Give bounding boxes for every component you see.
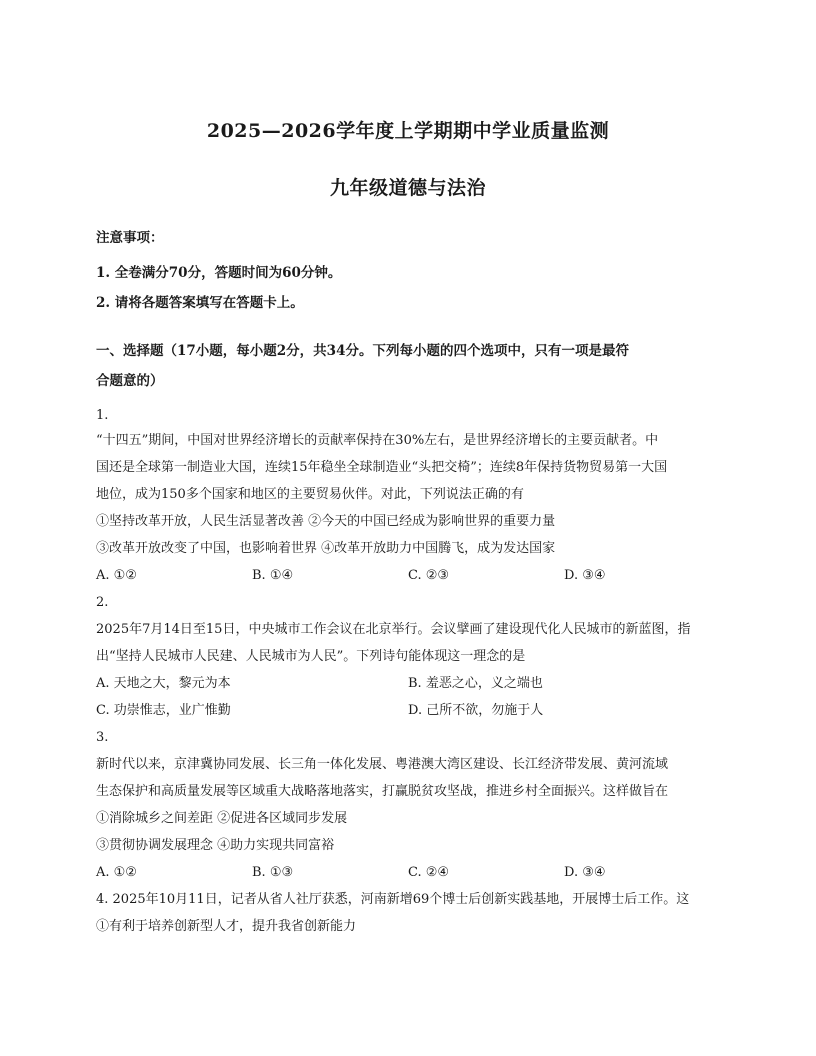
question-stem-line: 国还是全球第一制造业大国，连续15年稳坐全球制造业“头把交椅”；连续8年保持货物贸易第一大国 xyxy=(96,460,668,475)
statement-line: ①有利于培养创新型人才，提升我省创新能力 xyxy=(96,919,357,934)
question-stem-line: 4. 2025年10月11日，记者从省人社厅获悉，河南新增69个博士后创新实践基地，开展博士后工作。这 xyxy=(96,892,690,907)
option-a: A. 天地之大，黎元为本 xyxy=(96,676,231,691)
option-a: A. ①② xyxy=(96,865,137,880)
statement-line: ①消除城乡之间差距 ②促进各区域同步发展 xyxy=(96,811,348,826)
section-heading: 一、选择题（17小题，每小题2分，共34分。下列每小题的四个选项中，只有一项是最符 xyxy=(96,343,629,359)
statement-line: ③贯彻协调发展理念 ④助力实现共同富裕 xyxy=(96,838,335,853)
question-stem-line: 新时代以来，京津冀协同发展、长三角一体化发展、粤港澳大湾区建设、长江经济带发展、黄河流域 xyxy=(96,757,669,772)
statement-line: ①坚持改革开放，人民生活显著改善 ②今天的中国已经成为影响世界的重要力量 xyxy=(96,514,556,529)
notes-heading: 注意事项： xyxy=(96,230,164,246)
question-number: 3. xyxy=(96,730,109,745)
question-stem-line: 地位，成为150多个国家和地区的主要贸易伙伴。对此，下列说法正确的有 xyxy=(96,487,524,502)
option-c: C. ②④ xyxy=(408,865,450,880)
note-item: 1. 全卷满分70分，答题时间为60分钟。 xyxy=(96,265,342,281)
option-d: D. ③④ xyxy=(564,865,606,880)
option-a: A. ①② xyxy=(96,568,137,583)
exam-title: 2025—2026学年度上学期期中学业质量监测 xyxy=(206,120,610,142)
note-item: 2. 请将各题答案填写在答题卡上。 xyxy=(96,295,304,311)
option-b: B. 羞恶之心，义之端也 xyxy=(408,676,543,691)
option-b: B. ①③ xyxy=(252,865,294,880)
option-c: C. 功崇惟志，业广惟勤 xyxy=(96,703,231,718)
option-d: D. ③④ xyxy=(564,568,606,583)
question-number: 2. xyxy=(96,595,109,610)
option-b: B. ①④ xyxy=(252,568,294,583)
statement-line: ③改革开放改变了中国，也影响着世界 ④改革开放助力中国腾飞，成为发达国家 xyxy=(96,541,556,556)
question-stem-line: 出“坚持人民城市人民建、人民城市为人民”。下列诗句能体现这一理念的是 xyxy=(96,649,526,664)
subject-title: 九年级道德与法治 xyxy=(329,177,486,199)
section-heading-cont: 合题意的） xyxy=(96,373,164,389)
question-stem-line: 生态保护和高质量发展等区域重大战略落地落实，打赢脱贫攻坚战，推进乡村全面振兴。这样做旨在 xyxy=(96,784,669,799)
option-c: C. ②③ xyxy=(408,568,450,583)
question-stem-line: “十四五”期间，中国对世界经济增长的贡献率保持在30%左右，是世界经济增长的主要贡献者。中 xyxy=(96,433,659,448)
option-d: D. 己所不欲，勿施于人 xyxy=(408,703,544,718)
question-stem-line: 2025年7月14日至15日，中央城市工作会议在北京举行。会议擘画了建设现代化人民城市的新蓝图，指 xyxy=(96,622,691,637)
question-number: 1. xyxy=(96,408,109,423)
